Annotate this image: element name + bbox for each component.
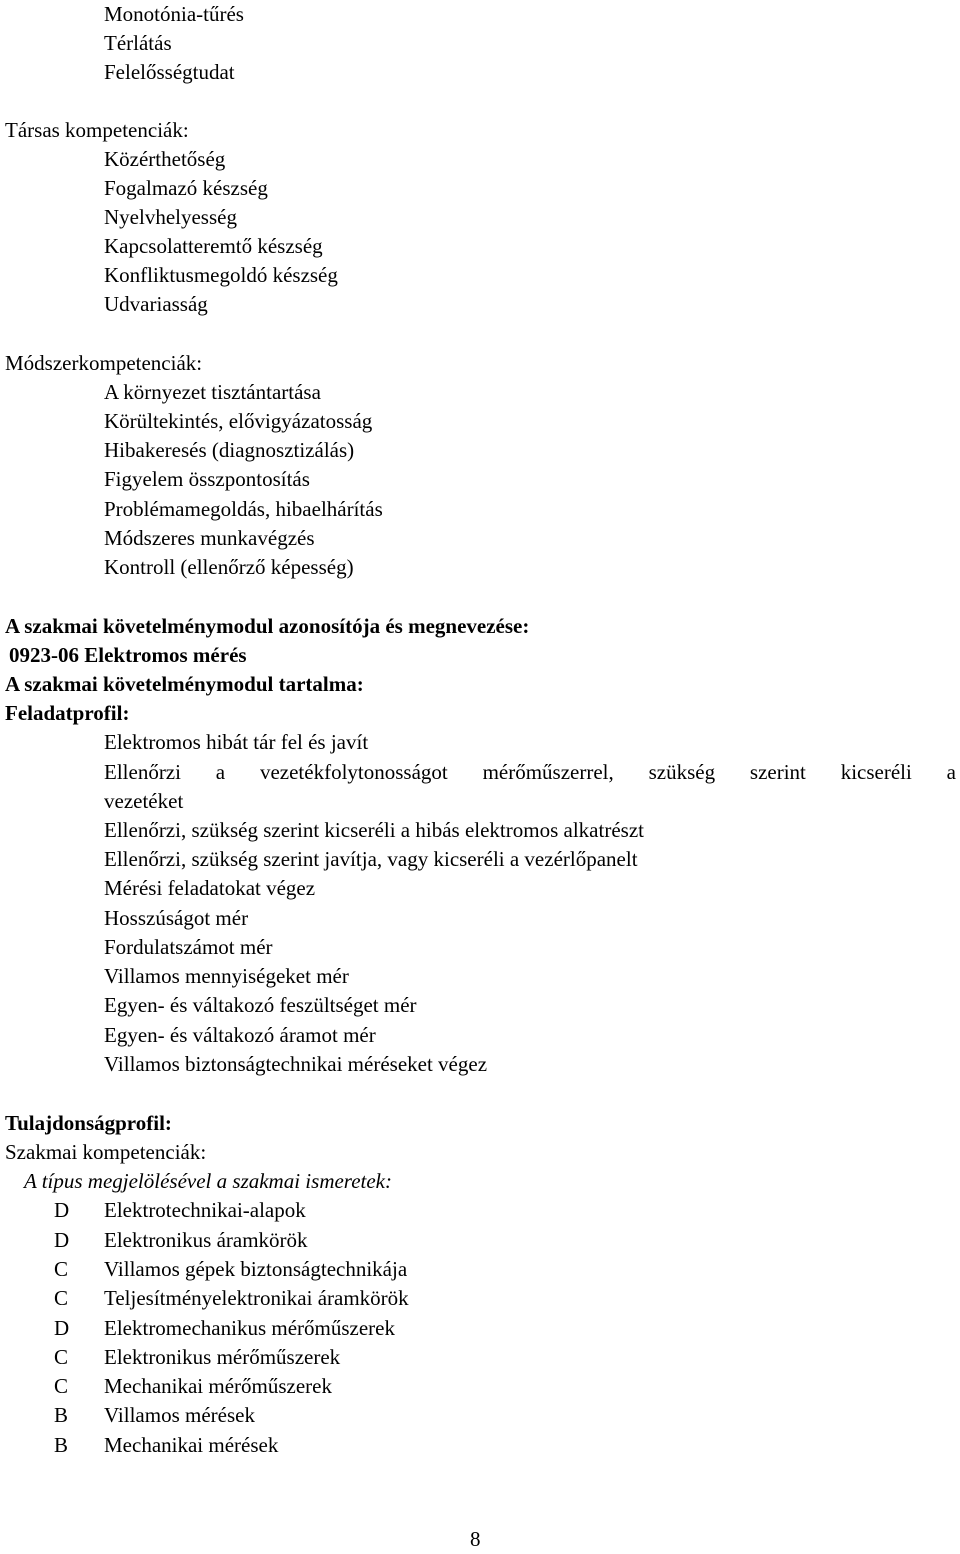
knowledge-topic: Elektronikus áramkörök xyxy=(104,1228,308,1252)
list-item: Fordulatszámot mér xyxy=(104,935,273,959)
knowledge-topic: Villamos gépek biztonságtechnikája xyxy=(104,1257,408,1281)
section-heading-tarsas: Társas kompetenciák: xyxy=(5,118,189,142)
list-item: Felelősségtudat xyxy=(104,60,235,84)
module-content-heading: A szakmai követelménymodul tartalma: xyxy=(5,672,364,696)
knowledge-row xyxy=(0,1314,700,1343)
list-item: Udvariasság xyxy=(104,292,208,316)
list-item: Villamos mennyiségeket mér xyxy=(104,964,349,988)
knowledge-row xyxy=(0,1226,700,1255)
list-item: A környezet tisztántartása xyxy=(104,380,321,404)
knowledge-topic: Elektrotechnikai-alapok xyxy=(104,1198,306,1222)
knowledge-row xyxy=(0,1284,700,1313)
knowledge-grade: C xyxy=(54,1257,69,1281)
list-item: Ellenőrzi, szükség szerint kicseréli a hibás elektromos alkatrészt xyxy=(104,818,644,842)
list-item: Fogalmazó készség xyxy=(104,176,268,200)
list-item: Egyen- és váltakozó feszültséget mér xyxy=(104,993,417,1017)
list-item: Hibakeresés (diagnosztizálás) xyxy=(104,438,355,462)
knowledge-row xyxy=(0,1372,700,1401)
knowledge-grade: C xyxy=(54,1286,69,1310)
knowledge-grade: D xyxy=(54,1198,70,1222)
module-id-value: 0923-06 Elektromos mérés xyxy=(9,643,247,667)
list-item: Körültekintés, elővigyázatosság xyxy=(104,409,373,433)
list-item: Mérési feladatokat végez xyxy=(104,876,316,900)
knowledge-grade: C xyxy=(54,1345,69,1369)
list-item: Ellenőrzi a vezetékfolytonosságot mérőműszerrel, szükség szerint kicseréli a xyxy=(104,760,956,784)
list-item: Kontroll (ellenőrző képesség) xyxy=(104,555,354,579)
list-item: Problémamegoldás, hibaelhárítás xyxy=(104,497,383,521)
list-item: Módszeres munkavégzés xyxy=(104,526,315,550)
knowledge-row xyxy=(0,1401,700,1430)
knowledge-topic: Teljesítményelektronikai áramkörök xyxy=(104,1286,409,1310)
knowledge-grade: C xyxy=(54,1374,69,1398)
knowledge-grade: B xyxy=(54,1403,69,1427)
list-item: Hosszúságot mér xyxy=(104,906,249,930)
list-item-continuation: vezetéket xyxy=(104,789,184,813)
list-item: Ellenőrzi, szükség szerint javítja, vagy kicseréli a vezérlőpanelt xyxy=(104,847,638,871)
list-item: Közérthetőség xyxy=(104,147,226,171)
list-item: Egyen- és váltakozó áramot mér xyxy=(104,1023,376,1047)
list-item: Konfliktusmegoldó készség xyxy=(104,263,338,287)
list-item: Elektromos hibát tár fel és javít xyxy=(104,730,369,754)
section-heading-modszer: Módszerkompetenciák: xyxy=(5,351,203,375)
knowledge-topic: Mechanikai mérőműszerek xyxy=(104,1374,332,1398)
knowledge-row xyxy=(0,1431,700,1460)
list-item: Térlátás xyxy=(104,31,172,55)
module-id-heading: A szakmai követelménymodul azonosítója és megnevezése: xyxy=(5,614,530,638)
list-item: Villamos biztonságtechnikai méréseket végez xyxy=(104,1052,488,1076)
tulajdonsagprofil-heading: Tulajdonságprofil: xyxy=(5,1111,172,1135)
list-item: Figyelem összpontosítás xyxy=(104,467,310,491)
feladatprofil-heading: Feladatprofil: xyxy=(5,701,130,725)
knowledge-topic: Elektromechanikus mérőműszerek xyxy=(104,1316,395,1340)
knowledge-topic: Mechanikai mérések xyxy=(104,1433,279,1457)
knowledge-topic: Elektronikus mérőműszerek xyxy=(104,1345,341,1369)
page-number: 8 xyxy=(470,1527,481,1551)
knowledge-type-note: A típus megjelölésével a szakmai ismeretek: xyxy=(24,1169,392,1193)
knowledge-topic: Villamos mérések xyxy=(104,1403,255,1427)
knowledge-grade: B xyxy=(54,1433,69,1457)
knowledge-row xyxy=(0,1255,700,1284)
szakmai-kompetenciak-heading: Szakmai kompetenciák: xyxy=(5,1140,207,1164)
knowledge-row xyxy=(0,1343,700,1372)
knowledge-grade: D xyxy=(54,1228,70,1252)
list-item: Nyelvhelyesség xyxy=(104,205,237,229)
knowledge-row xyxy=(0,1196,700,1225)
list-item: Kapcsolatteremtő készség xyxy=(104,234,323,258)
list-item: Monotónia-tűrés xyxy=(104,2,244,26)
knowledge-grade: D xyxy=(54,1316,70,1340)
